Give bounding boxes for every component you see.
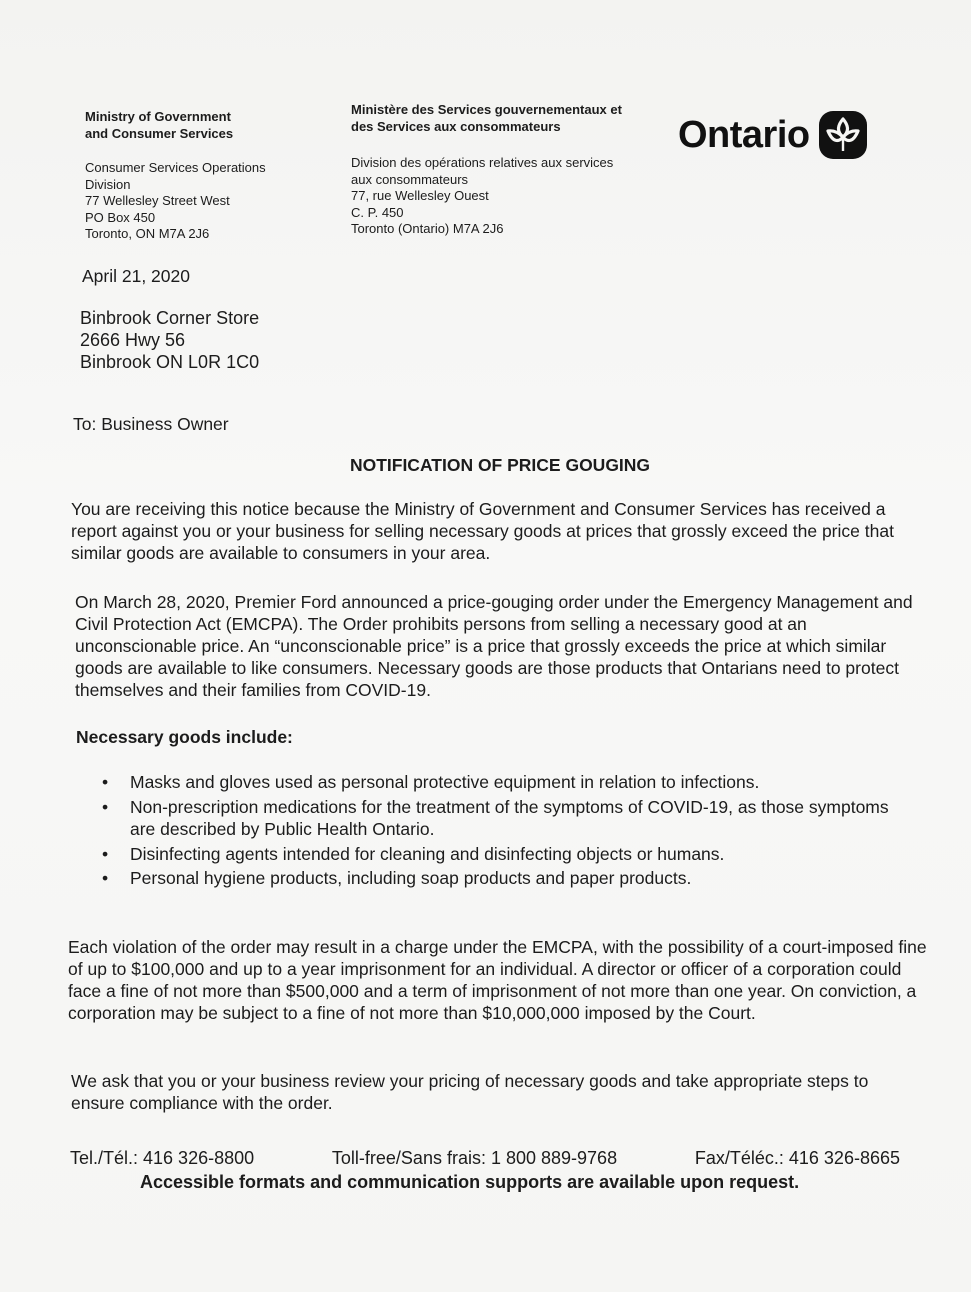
salutation: To: Business Owner <box>73 414 229 434</box>
accessibility-note: Accessible formats and communication supports are available upon request. <box>140 1172 800 1192</box>
toll-free-number: Toll-free/Sans frais: 1 800 889-9768 <box>331 1148 618 1168</box>
recipient-line: 2666 Hwy 56 <box>80 330 186 350</box>
fax-number: Fax/Téléc.: 416 326-8665 <box>694 1148 900 1168</box>
address-line: 77, rue Wellesley Ouest <box>351 188 489 203</box>
address-line: aux consommateurs <box>351 171 469 187</box>
body-paragraph-2: On March 28, 2020, Premier Ford announced a price-gouging order under the Emergency Management and Civil Protection Act (EMCPA). The Order prohibits persons from selling a necessary good at an unconscionable price. An “unconscionable price” is a price that grossly exceeds the price at which similar goods are available to like consumers. Necessary goods are those products that Ontarians need to protect themselves and their families from COVID-19. <box>75 592 913 700</box>
address-line: Toronto, ON M7A 2J6 <box>85 226 210 241</box>
ministry-name-en-line1: Ministry of Government <box>85 109 231 124</box>
list-item <box>96 771 916 794</box>
list-item-text: Disinfecting agents intended for cleaning and disinfecting objects or humans. <box>130 843 725 864</box>
bullet-icon: • <box>102 796 109 817</box>
ministry-name-fr-line2: des Services aux consommateurs <box>351 118 561 134</box>
goods-heading: Necessary goods include: <box>76 727 293 747</box>
bullet-icon: • <box>102 772 109 792</box>
list-item <box>96 796 916 841</box>
address-line: PO Box 450 <box>85 209 156 225</box>
contact-info <box>70 1148 900 1169</box>
telephone-number: Tel./Tél.: 416 326-8800 <box>70 1148 255 1168</box>
ontario-logo <box>678 110 868 160</box>
necessary-goods-list <box>96 771 916 892</box>
notice-title: NOTIFICATION OF PRICE GOUGING <box>349 455 651 475</box>
ontario-trillium-icon <box>818 110 868 160</box>
ministry-name-en-line2: and Consumer Services <box>85 125 234 141</box>
body-paragraph-3: Each violation of the order may result in a charge under the EMCPA, with the possibility of a court-imposed fine of up to $100,000 and up to a year imprisonment for an individual. A director or officer of a corporation could face a fine of not more than $500,000 and a term of imprisonment of not more than one year. On conviction, a corporation may be subject to a fine of not more than $10,000,000 imposed by the Court. <box>68 937 927 1023</box>
recipient-line: Binbrook ON L0R 1C0 <box>80 352 260 372</box>
list-item-text: Non-prescription medications for the treatment of the symptoms of COVID-19, as those symptoms are described by Public Health Ontario. <box>130 796 889 839</box>
address-line: Toronto (Ontario) M7A 2J6 <box>351 221 504 236</box>
ministry-header-english <box>85 109 315 243</box>
recipient-address <box>80 307 259 373</box>
recipient-line: Binbrook Corner Store <box>80 308 260 328</box>
bullet-icon: • <box>102 843 109 864</box>
list-item-text: Masks and gloves used as personal protective equipment in relation to infections. <box>130 772 760 792</box>
list-item <box>96 867 916 890</box>
list-item <box>96 843 916 866</box>
address-line: Division <box>85 176 131 192</box>
body-paragraph-1: You are receiving this notice because the Ministry of Government and Consumer Services has received a report against you or your business for selling necessary goods at prices that grossly exceed the price that similar goods are available to consumers in your area. <box>71 499 894 563</box>
ontario-wordmark: Ontario <box>678 113 810 156</box>
letter-date: April 21, 2020 <box>82 266 190 286</box>
address-line: C. P. 450 <box>351 204 404 220</box>
list-item-text: Personal hygiene products, including soap products and paper products. <box>130 868 692 888</box>
address-line: 77 Wellesley Street West <box>85 193 230 208</box>
address-line: Consumer Services Operations <box>85 160 266 175</box>
ministry-header-french <box>351 102 661 238</box>
bullet-icon: • <box>102 868 109 888</box>
ministry-address-fr <box>351 155 661 238</box>
body-paragraph-4: We ask that you or your business review your pricing of necessary goods and take appropriate steps to ensure compliance with the order. <box>71 1071 869 1113</box>
ministry-name-fr-line1: Ministère des Services gouvernementaux et <box>351 102 622 117</box>
ministry-address-en <box>85 160 315 243</box>
address-line: Division des opérations relatives aux services <box>351 155 614 170</box>
